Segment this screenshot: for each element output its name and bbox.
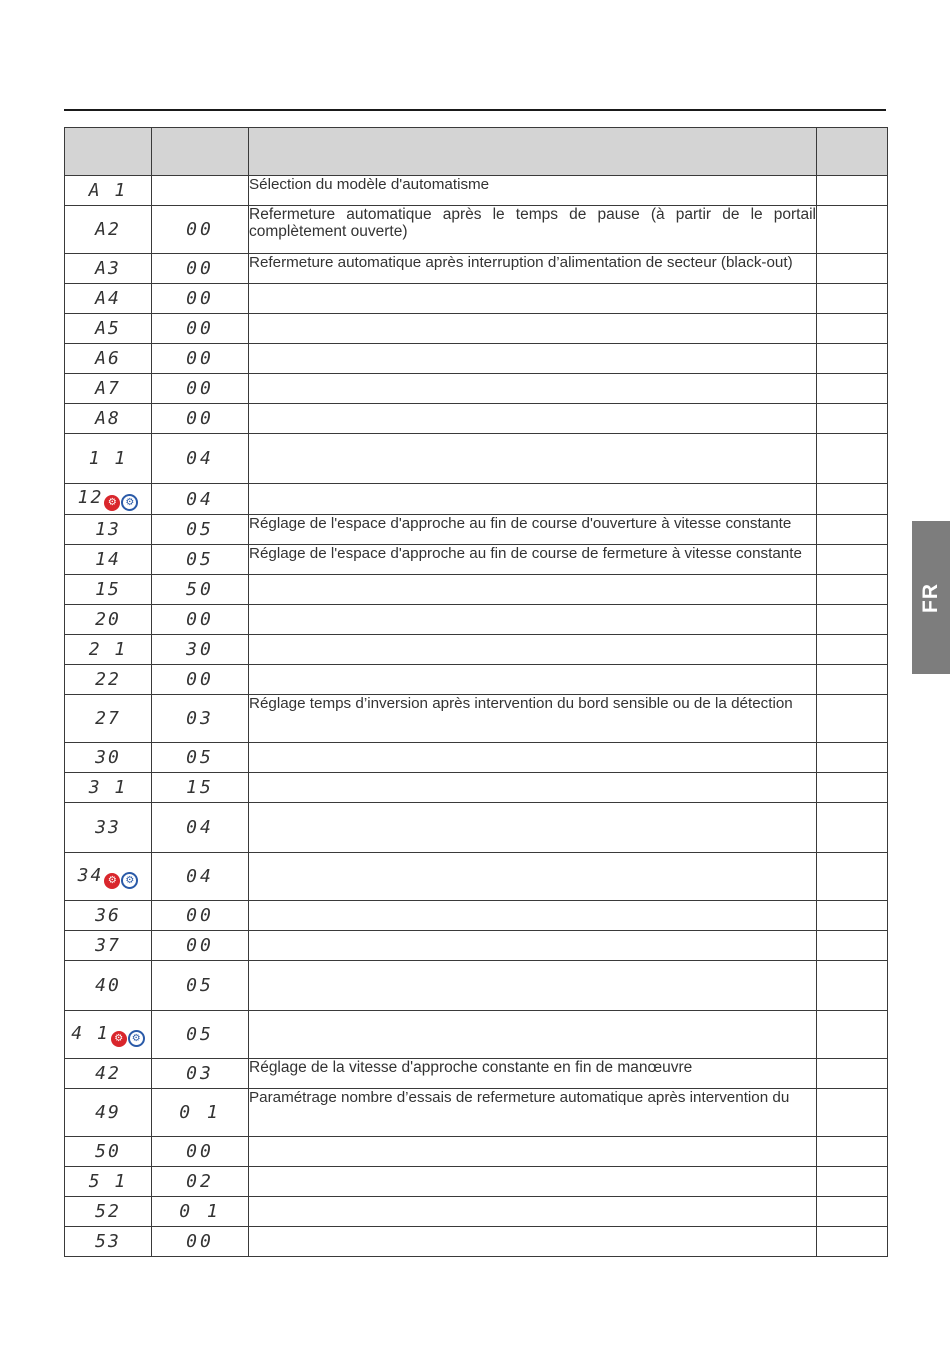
- param-code-with-icons: [65, 484, 152, 515]
- param-code: A7: [65, 374, 152, 404]
- header-cell-code: [65, 128, 152, 176]
- table-header-row: [65, 128, 888, 176]
- param-description: Refermeture automatique après interruption d’alimentation de secteur (black-out): [249, 254, 817, 284]
- param-value: 00: [152, 374, 249, 404]
- param-extra: [817, 374, 888, 404]
- param-code: 2 1: [65, 635, 152, 665]
- param-description: [249, 374, 817, 404]
- table-row: [65, 344, 888, 374]
- param-description: [249, 1197, 817, 1227]
- table-row: [65, 743, 888, 773]
- param-value: 05: [152, 515, 249, 545]
- table-row: [65, 695, 888, 743]
- param-extra: [817, 314, 888, 344]
- param-value: 04: [152, 434, 249, 484]
- param-value: 03: [152, 1059, 249, 1089]
- param-value: 04: [152, 853, 249, 901]
- param-code: 12: [77, 487, 104, 508]
- param-extra: [817, 803, 888, 853]
- param-extra: [817, 773, 888, 803]
- param-value: 05: [152, 961, 249, 1011]
- param-value: 05: [152, 1011, 249, 1059]
- language-tab: [912, 521, 950, 674]
- table-row: [65, 284, 888, 314]
- param-description: [249, 901, 817, 931]
- param-code: 34: [77, 864, 104, 886]
- param-value: 0 1: [152, 1197, 249, 1227]
- param-extra: [817, 853, 888, 901]
- param-code: 49: [65, 1089, 152, 1137]
- param-description: [249, 1227, 817, 1257]
- param-description: [249, 1137, 817, 1167]
- gear-red-icon: ⚙: [104, 495, 120, 511]
- param-description: [249, 1167, 817, 1197]
- param-description: [249, 665, 817, 695]
- param-value: 02: [152, 1167, 249, 1197]
- param-extra: [817, 901, 888, 931]
- param-description: [249, 853, 817, 901]
- param-description: [249, 404, 817, 434]
- table-row: [65, 374, 888, 404]
- param-extra: [817, 206, 888, 254]
- param-code: 33: [65, 803, 152, 853]
- parameter-table: [64, 127, 888, 1257]
- param-value: 04: [152, 803, 249, 853]
- param-value: 15: [152, 773, 249, 803]
- table-row: [65, 853, 888, 901]
- param-description: Réglage de l'espace d'approche au fin de course d'ouverture à vitesse constante: [249, 515, 817, 545]
- table-row: [65, 635, 888, 665]
- table-row: [65, 434, 888, 484]
- param-extra: [817, 931, 888, 961]
- param-description: Sélection du modèle d'automatisme: [249, 176, 817, 206]
- param-description: [249, 605, 817, 635]
- param-code: 27: [65, 695, 152, 743]
- param-code: 42: [65, 1059, 152, 1089]
- param-value: 00: [152, 665, 249, 695]
- param-value: 00: [152, 206, 249, 254]
- table-row: [65, 1227, 888, 1257]
- param-extra: [817, 1227, 888, 1257]
- param-value: 00: [152, 931, 249, 961]
- param-extra: [817, 434, 888, 484]
- gear-red-icon: ⚙: [111, 1031, 127, 1047]
- param-code: 20: [65, 605, 152, 635]
- param-code: 1 1: [65, 434, 152, 484]
- table-row: [65, 404, 888, 434]
- param-code: 37: [65, 931, 152, 961]
- table-row: [65, 773, 888, 803]
- param-code: A 1: [65, 176, 152, 206]
- param-code: 30: [65, 743, 152, 773]
- param-description: [249, 635, 817, 665]
- table-row: [65, 961, 888, 1011]
- param-extra: [817, 1167, 888, 1197]
- table-row: [65, 1089, 888, 1137]
- param-value: 04: [152, 484, 249, 515]
- param-code-with-icons: [65, 1011, 152, 1059]
- param-code: 5 1: [65, 1167, 152, 1197]
- gear-blue-icon: ⚙: [121, 494, 138, 511]
- gear-blue-icon: ⚙: [121, 872, 138, 889]
- param-code: 22: [65, 665, 152, 695]
- param-value: 03: [152, 695, 249, 743]
- param-code: 4 1: [71, 1022, 110, 1044]
- param-code: A8: [65, 404, 152, 434]
- param-value: 00: [152, 605, 249, 635]
- param-value: 00: [152, 404, 249, 434]
- param-code: A5: [65, 314, 152, 344]
- top-rule: [64, 109, 886, 111]
- table-row: [65, 176, 888, 206]
- param-value: 00: [152, 1137, 249, 1167]
- param-value: 00: [152, 284, 249, 314]
- param-value: 00: [152, 314, 249, 344]
- param-extra: [817, 1197, 888, 1227]
- param-description: [249, 743, 817, 773]
- param-extra: [817, 176, 888, 206]
- gear-red-icon: ⚙: [104, 873, 120, 889]
- param-description: [249, 344, 817, 374]
- param-description: [249, 484, 817, 515]
- param-value: [152, 176, 249, 206]
- param-extra: [817, 1059, 888, 1089]
- header-cell-value: [152, 128, 249, 176]
- table-row: [65, 314, 888, 344]
- param-description: [249, 575, 817, 605]
- param-code: 36: [65, 901, 152, 931]
- param-code: A3: [65, 254, 152, 284]
- param-value: 00: [152, 344, 249, 374]
- param-description: [249, 314, 817, 344]
- table-row: [65, 1137, 888, 1167]
- param-description: [249, 434, 817, 484]
- param-description: [249, 284, 817, 314]
- param-code: 13: [65, 515, 152, 545]
- param-description: Refermeture automatique après le temps de pause (à partir de le portail complètement ouverte): [249, 206, 817, 254]
- param-extra: [817, 284, 888, 314]
- table-row: [65, 1011, 888, 1059]
- param-value: 05: [152, 545, 249, 575]
- param-code: A6: [65, 344, 152, 374]
- param-extra: [817, 404, 888, 434]
- param-extra: [817, 515, 888, 545]
- table-row: [65, 254, 888, 284]
- param-extra: [817, 961, 888, 1011]
- param-code-with-icons: [65, 853, 152, 901]
- param-value: 00: [152, 254, 249, 284]
- param-description: [249, 961, 817, 1011]
- table-row: [65, 605, 888, 635]
- table-row: [65, 1059, 888, 1089]
- param-extra: [817, 545, 888, 575]
- param-code: 14: [65, 545, 152, 575]
- table-row: [65, 206, 888, 254]
- param-extra: [817, 743, 888, 773]
- table-row: [65, 1197, 888, 1227]
- param-code: 50: [65, 1137, 152, 1167]
- param-extra: [817, 254, 888, 284]
- param-code: 40: [65, 961, 152, 1011]
- table-row: [65, 484, 888, 515]
- param-code: 3 1: [65, 773, 152, 803]
- param-code: 52: [65, 1197, 152, 1227]
- param-description: [249, 1011, 817, 1059]
- param-code: A2: [65, 206, 152, 254]
- header-cell-extra: [817, 128, 888, 176]
- param-extra: [817, 1137, 888, 1167]
- param-value: 00: [152, 901, 249, 931]
- table-row: [65, 665, 888, 695]
- param-code: 53: [65, 1227, 152, 1257]
- table-row: [65, 1167, 888, 1197]
- param-description: Réglage de l'espace d'approche au fin de course de fermeture à vitesse constante: [249, 545, 817, 575]
- gear-blue-icon: ⚙: [128, 1030, 145, 1047]
- param-code: A4: [65, 284, 152, 314]
- param-value: 00: [152, 1227, 249, 1257]
- param-extra: [817, 484, 888, 515]
- table-row: [65, 803, 888, 853]
- param-extra: [817, 635, 888, 665]
- param-description: [249, 931, 817, 961]
- table-row: [65, 515, 888, 545]
- param-value: 0 1: [152, 1089, 249, 1137]
- language-tab-label: FR: [919, 582, 942, 613]
- table-row: [65, 901, 888, 931]
- param-description: Paramétrage nombre d’essais de refermeture automatique après intervention du: [249, 1089, 817, 1137]
- param-description: Réglage temps d’inversion après intervention du bord sensible ou de la détection: [249, 695, 817, 743]
- table-row: [65, 575, 888, 605]
- param-extra: [817, 575, 888, 605]
- param-code: 15: [65, 575, 152, 605]
- param-extra: [817, 1089, 888, 1137]
- param-extra: [817, 344, 888, 374]
- param-value: 05: [152, 743, 249, 773]
- table-row: [65, 545, 888, 575]
- param-value: 50: [152, 575, 249, 605]
- table-row: [65, 931, 888, 961]
- param-description: [249, 773, 817, 803]
- param-extra: [817, 605, 888, 635]
- param-description: Réglage de la vitesse d'approche constante en fin de manœuvre: [249, 1059, 817, 1089]
- param-value: 30: [152, 635, 249, 665]
- param-extra: [817, 695, 888, 743]
- param-extra: [817, 665, 888, 695]
- param-extra: [817, 1011, 888, 1059]
- param-description: [249, 803, 817, 853]
- header-cell-description: [249, 128, 817, 176]
